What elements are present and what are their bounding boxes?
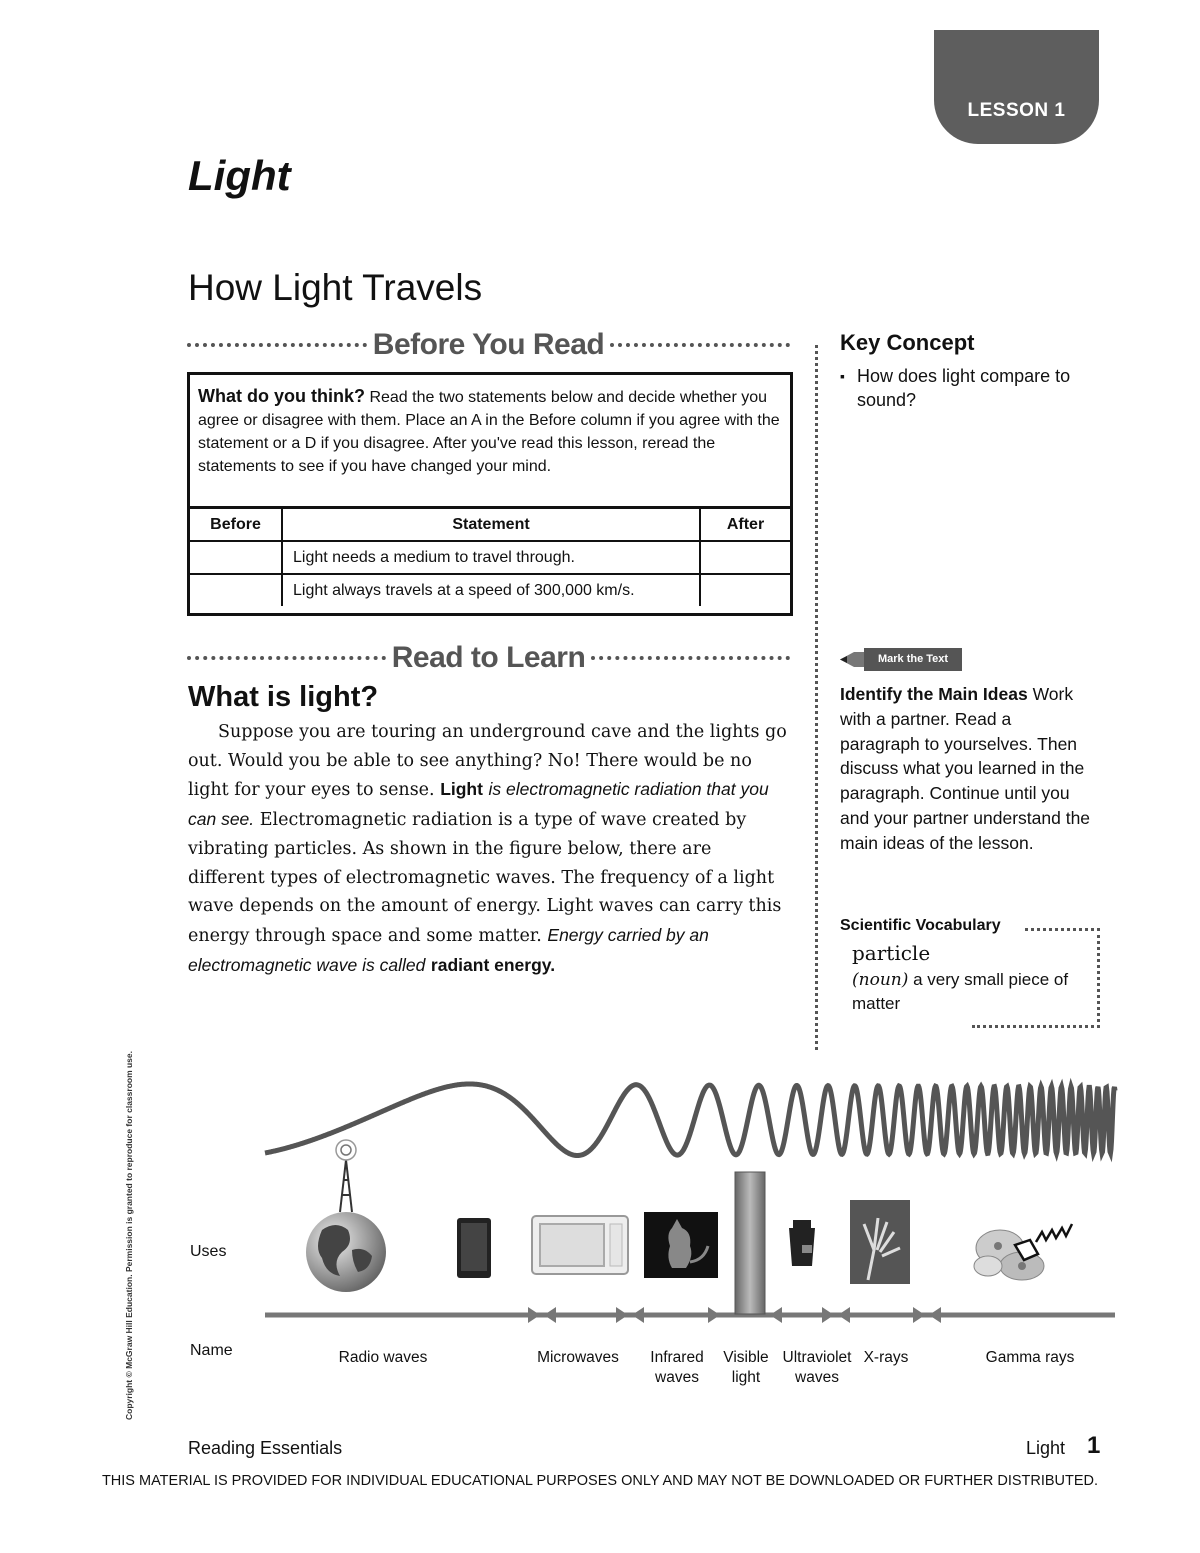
before-answer-cell[interactable] xyxy=(190,541,282,574)
after-answer-cell[interactable] xyxy=(700,541,790,574)
vocab-box-right-border xyxy=(1097,928,1100,1028)
page-number: 1 xyxy=(1087,1432,1101,1459)
gamma-cells-icon xyxy=(974,1224,1072,1280)
copyright-notice: Copyright © McGraw Hill Education. Permission is granted to reproduce for classroom use. xyxy=(124,1050,134,1420)
mark-the-text-label: Mark the Text xyxy=(864,648,962,671)
before-you-read-heading: Before You Read xyxy=(372,328,605,361)
scientific-vocabulary-heading: Scientific Vocabulary xyxy=(840,917,1001,934)
column-header-before: Before xyxy=(190,508,282,542)
after-answer-cell[interactable] xyxy=(700,574,790,606)
column-header-after: After xyxy=(700,508,790,542)
statement-cell: Light always travels at a speed of 300,000 km/s. xyxy=(282,574,700,606)
dotted-rule xyxy=(187,343,367,347)
band-name-ultraviolet: Ultraviolet waves xyxy=(782,1349,852,1386)
definition-light: is electromagnetic radiation that you can see. xyxy=(188,779,769,830)
band-name-radio: Radio waves xyxy=(338,1349,428,1366)
footer-book-title: Reading Essentials xyxy=(188,1438,343,1458)
sidebar-divider xyxy=(815,345,818,1050)
microwave-oven-icon xyxy=(532,1216,628,1274)
distribution-disclaimer: THIS MATERIAL IS PROVIDED FOR INDIVIDUAL EDUCATIONAL PURPOSES ONLY AND MAY NOT BE DOWNLOADED OR FURTHER DISTRIBUTED. xyxy=(101,1473,1099,1489)
infrared-cat-icon xyxy=(644,1212,718,1278)
dotted-rule xyxy=(591,656,790,660)
think-bold: What do you think? xyxy=(198,386,365,406)
identify-main-ideas xyxy=(840,682,1095,856)
visible-light-bar-icon xyxy=(735,1172,765,1314)
dotted-rule xyxy=(187,656,386,660)
paragraph-text-1: Suppose you are touring an underground cave and the lights go out. Would you be able to see anything? No! There would be no light for your eyes to sense. xyxy=(188,722,787,801)
column-header-statement: Statement xyxy=(282,508,700,542)
radio-tower-globe-icon xyxy=(306,1140,386,1292)
vocab-box-bottom-border xyxy=(972,1025,1100,1028)
vocab-definition-text: a very small piece of matter xyxy=(852,970,1069,1013)
before-you-read-bar xyxy=(187,330,790,360)
lesson-tab xyxy=(934,30,1099,144)
band-name-microwaves: Microwaves xyxy=(537,1349,619,1366)
think-instructions xyxy=(190,375,790,485)
lesson-tab-label: LESSON 1 xyxy=(967,100,1066,121)
identify-main-ideas-text: Work with a partner. Read a paragraph to yourselves. Then discuss what you learned in the paragraph. Continue until you and your partner understand the main ideas of the lesson. xyxy=(840,684,1091,853)
band-name-xrays: X-rays xyxy=(863,1349,909,1366)
band-name-gamma: Gamma rays xyxy=(985,1349,1075,1366)
lesson-title: How Light Travels xyxy=(188,267,483,308)
before-answer-cell[interactable] xyxy=(190,574,282,606)
name-row-label: Name xyxy=(190,1342,233,1359)
bullet-icon: ▪ xyxy=(840,368,845,384)
body-paragraph xyxy=(188,718,792,980)
statement-cell: Light needs a medium to travel through. xyxy=(282,541,700,574)
read-to-learn-heading: Read to Learn xyxy=(391,641,586,674)
term-radiant-energy: radiant energy. xyxy=(430,954,556,975)
identify-main-ideas-heading: Identify the Main Ideas xyxy=(840,684,1028,704)
sunscreen-bottle-icon xyxy=(789,1220,815,1266)
band-name-infrared: Infrared waves xyxy=(650,1349,704,1386)
chapter-title: Light xyxy=(188,152,291,199)
table-row xyxy=(190,574,790,606)
vocab-definition xyxy=(852,968,1092,1016)
think-text: Read the two statements below and decide whether you agree or disagree with them. Place an A in the Before column if you agree with the statement or a D if you disagree. After you've read this lesson, reread the statements to see if you have changed your mind. xyxy=(198,389,780,475)
uses-row-label: Uses xyxy=(190,1243,227,1260)
definition-radiant-energy: Energy carried by an electromagnetic wave is called xyxy=(188,924,709,975)
cell-phone-icon xyxy=(457,1218,491,1278)
paragraph-text-2: Electromagnetic radiation is a type of wave created by vibrating particles. As shown in the figure below, there are different types of electromagnetic waves. The frequency of a light wave depends on the amount of energy. Light waves can carry this energy through space and some matter. xyxy=(188,810,782,946)
vocab-box-top-border xyxy=(1025,928,1100,931)
what-do-you-think-box xyxy=(187,372,793,616)
dotted-rule xyxy=(610,343,790,347)
pencil-icon xyxy=(840,648,866,671)
key-concept-title: Key Concept xyxy=(840,330,975,355)
term-light: Light xyxy=(440,779,483,800)
key-concept-item xyxy=(840,364,1100,412)
electromagnetic-wave xyxy=(265,1084,1115,1156)
section-subheading: What is light? xyxy=(188,681,379,713)
anticipation-table xyxy=(190,506,790,606)
band-name-visible: Visible light xyxy=(723,1349,769,1386)
xray-hand-icon xyxy=(850,1200,910,1284)
table-header-row xyxy=(190,508,790,542)
footer-chapter: Light xyxy=(1026,1438,1066,1458)
vocab-word: particle xyxy=(852,941,931,965)
table-row xyxy=(190,541,790,574)
read-to-learn-bar xyxy=(187,643,790,673)
vocab-part-of-speech: (noun) xyxy=(852,970,909,990)
key-concept-question: How does light compare to sound? xyxy=(857,366,1071,410)
